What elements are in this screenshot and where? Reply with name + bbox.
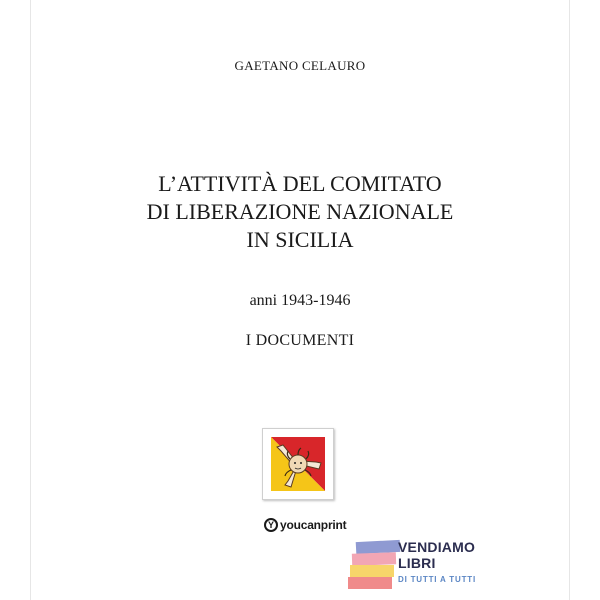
badge-line-3: DI TUTTI A TUTTI (398, 575, 476, 584)
badge-line-2: LIBRI (398, 555, 436, 571)
badge-book-stripe-4 (348, 577, 392, 589)
youcanprint-logo-icon: Y (264, 518, 278, 532)
badge-line-1: VENDIAMO (398, 539, 476, 555)
trinacria-emblem-icon (262, 428, 334, 500)
book-title (0, 170, 600, 254)
badge-book-stripe-2 (352, 552, 396, 566)
author-name: GAETANO CELAURO (234, 58, 366, 73)
vendiamo-libri-badge (348, 538, 494, 594)
trinacria-emblem-svg (263, 429, 333, 499)
subtitle-label: I DOCUMENTI (245, 332, 355, 349)
title-line-3: IN SICILIA (246, 227, 354, 252)
publisher-logo (264, 515, 346, 535)
years-label: anni 1943-1946 (249, 292, 351, 309)
publisher-name: youcanprint (280, 518, 347, 532)
badge-book-stripe-3 (350, 565, 394, 577)
title-line-2: DI LIBERAZIONE NAZIONALE (146, 199, 454, 224)
title-line-1: L’ATTIVITÀ DEL COMITATO (158, 171, 442, 196)
